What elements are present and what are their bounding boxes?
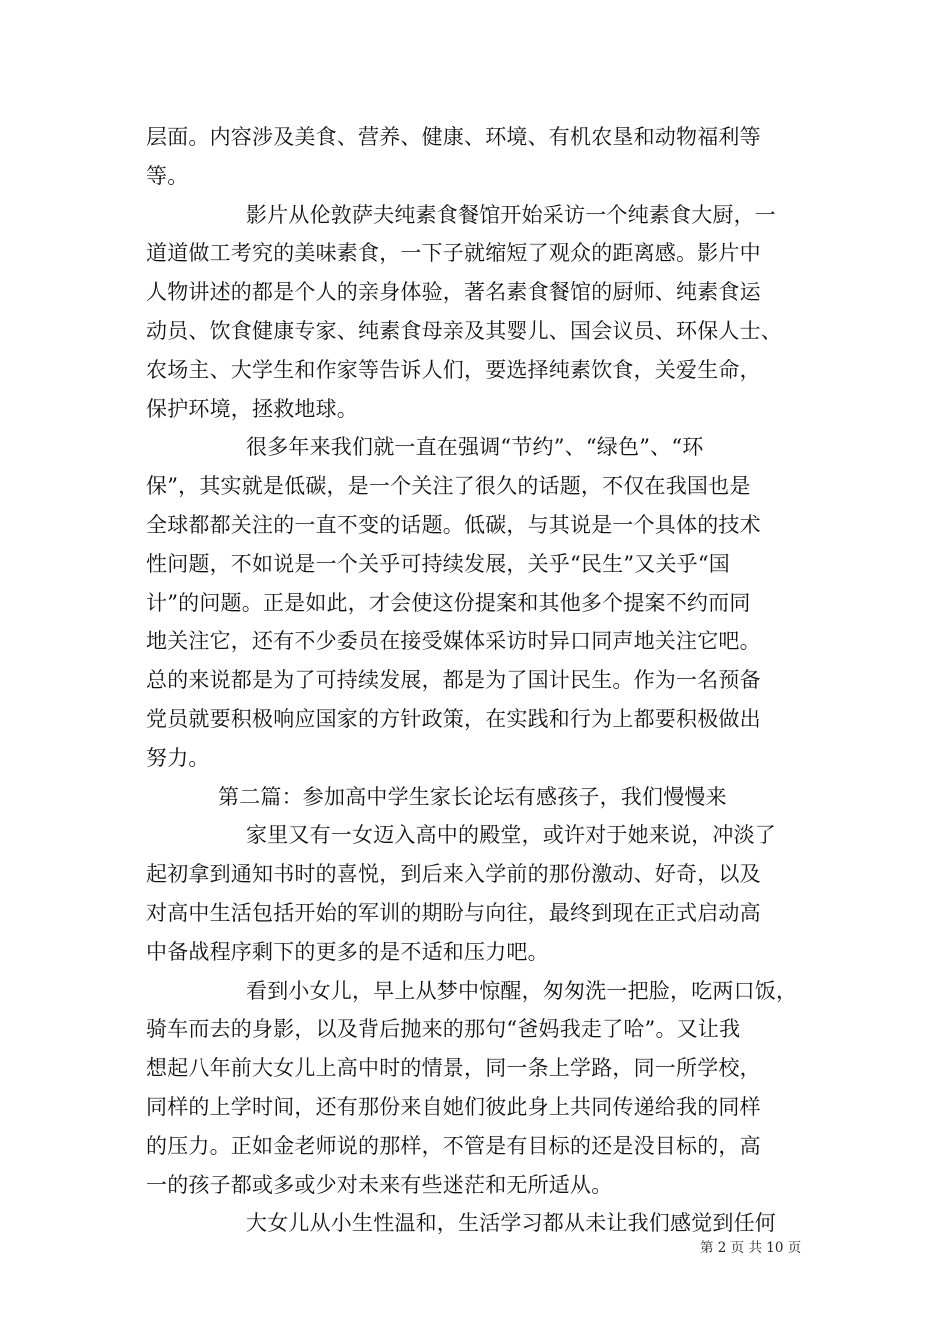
text-line: 计”的问题。正是如此，才会使这份提案和其他多个提案不约而同 — [146, 590, 751, 615]
text-line: 一的孩子都或多或少对未来有些迷茫和无所适从。 — [146, 1172, 613, 1197]
text-line: 总的来说都是为了可持续发展，都是为了国计民生。作为一名预备 — [146, 668, 761, 693]
text-line: 努力。 — [146, 745, 210, 770]
text-line: 道道做工考究的美味素食，一下子就缩短了观众的距离感。影片中 — [146, 241, 761, 266]
text-line: 保”，其实就是低碳，是一个关注了很久的话题，不仅在我国也是 — [146, 474, 751, 499]
text-line: 大女儿从小生性温和，生活学习都从未让我们感觉到任何 — [246, 1211, 776, 1236]
text-line: 保护环境，拯救地球。 — [146, 396, 358, 421]
text-line: 全球都都关注的一直不变的话题。低碳，与其说是一个具体的技术 — [146, 512, 761, 537]
text-line: 对高中生活包括开始的军训的期盼与向往，最终到现在正式启动高 — [146, 900, 761, 925]
text-line: 动员、饮食健康专家、纯素食母亲及其婴儿、国会议员、环保人士、 — [146, 318, 782, 343]
body-text — [146, 118, 810, 1243]
text-line: 想起八年前大女儿上高中时的情景，同一条上学路，同一所学校， — [146, 1056, 761, 1081]
text-line: 很多年来我们就一直在强调“节约”、“绿色”、“环 — [246, 435, 704, 460]
text-line: 家里又有一女迈入高中的殿堂，或许对于她来说，冲淡了 — [246, 823, 776, 848]
text-line: 看到小女儿，早上从梦中惊醒，匆匆洗一把脸，吃两口饭， — [246, 978, 798, 1003]
text-line: 起初拿到通知书时的喜悦，到后来入学前的那份激动、好奇，以及 — [146, 862, 761, 887]
text-line: 农场主、大学生和作家等告诉人们，要选择纯素饮食，关爱生命， — [146, 357, 761, 382]
text-line: 层面。内容涉及美食、营养、健康、环境、有机农垦和动物福利等 — [146, 125, 761, 149]
text-line: 性问题，不如说是一个关乎可持续发展，关乎“民生”又关乎“国 — [146, 551, 731, 576]
text-line: 人物讲述的都是个人的亲身体验，著名素食餐馆的厨师、纯素食运 — [146, 280, 761, 305]
text-line: 的压力。正如金老师说的那样，不管是有目标的还是没目标的，高 — [146, 1133, 761, 1158]
text-line: 骑车而去的身影，以及背后抛来的那句“爸妈我走了哈”。又让我 — [146, 1017, 741, 1042]
text-line: 党员就要积极响应国家的方针政策，在实践和行为上都要积极做出 — [146, 706, 761, 731]
text-line: 等。 — [146, 163, 189, 188]
text-line: 同样的上学时间，还有那份来自她们彼此身上共同传递给我的同样 — [146, 1094, 761, 1119]
text-line: 影片从伦敦萨夫纯素食餐馆开始采访一个纯素食大厨，一 — [246, 202, 776, 227]
page-number-footer: 第 2 页 共 10 页 — [700, 1240, 802, 1256]
text-line: 中备战程序剩下的更多的是不适和压力吧。 — [146, 939, 549, 964]
section-heading: 第二篇：参加高中学生家长论坛有感孩子，我们慢慢来 — [218, 784, 727, 809]
text-line: 地关注它，还有不少委员在接受媒体采访时异口同声地关注它吧。 — [146, 629, 761, 654]
